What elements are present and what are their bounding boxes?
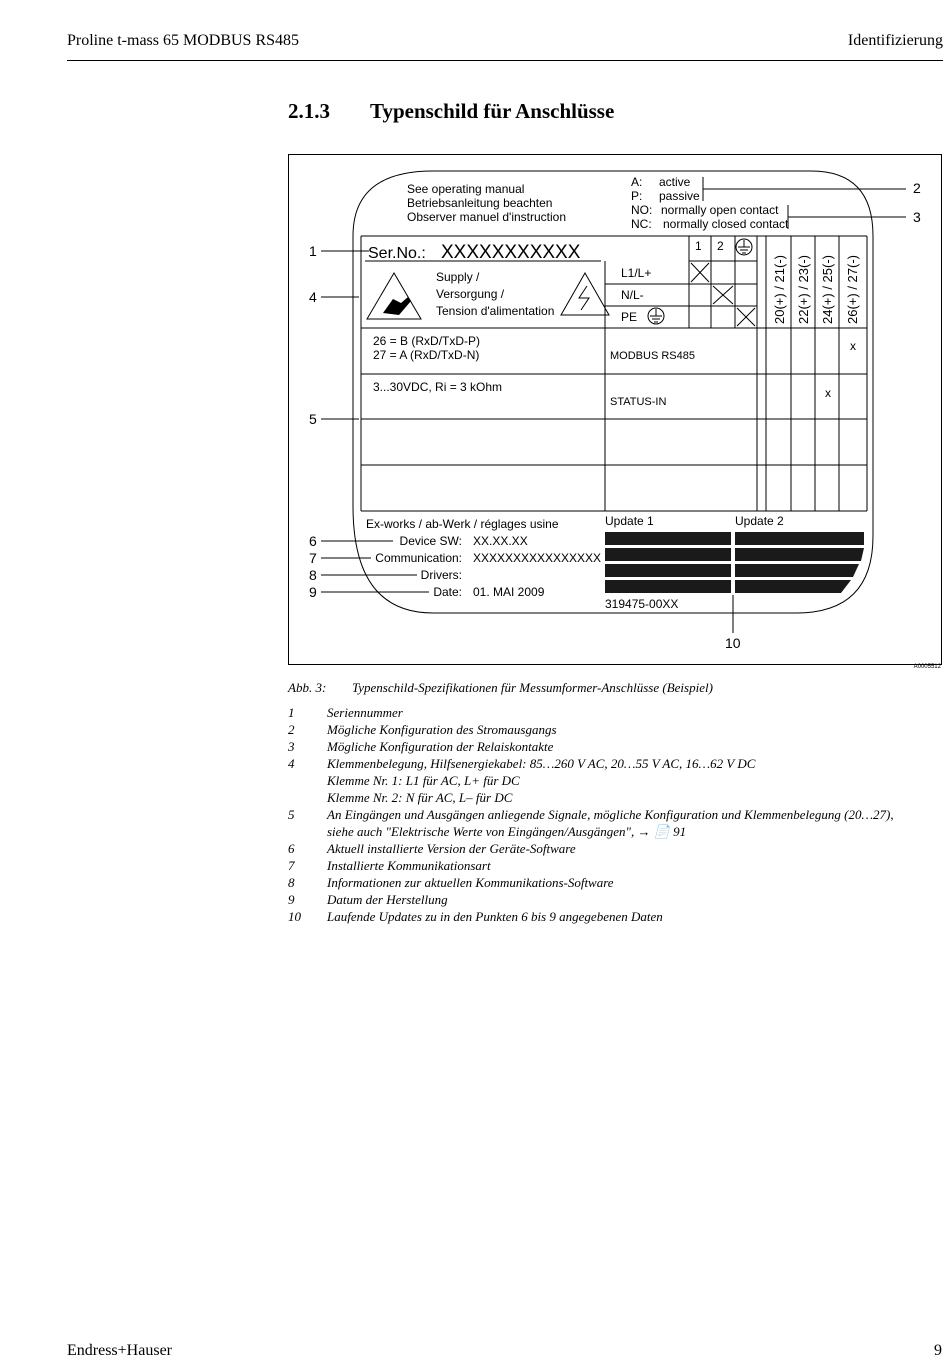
update-1-label: Update 1 — [605, 514, 654, 528]
serial-value: XXXXXXXXXXX — [441, 242, 581, 263]
row2-mid: STATUS-IN — [610, 396, 667, 408]
legend-text: Laufende Updates zu in den Punkten 6 bis 9 angegebenen Daten — [327, 909, 663, 924]
part-number: 319475-00XX — [605, 597, 679, 611]
term-pe: PE — [621, 310, 638, 324]
plate-note-1: See operating manual — [407, 182, 525, 196]
row1-left-2: 27 = A (RxD/TxD-N) — [373, 348, 480, 362]
legend-number: 5 — [288, 807, 295, 822]
legend-text: Seriennummer — [327, 705, 403, 720]
key-desc-nc: normally closed contact — [663, 217, 789, 231]
high-voltage-icon — [561, 273, 609, 315]
legend-text: Aktuell installierte Version der Geräte-Software — [327, 841, 576, 856]
term-col-1: 1 — [695, 239, 702, 253]
footer-brand: Endress+Hauser — [67, 1342, 172, 1359]
key-desc-p: passive — [659, 189, 700, 203]
field-value-device-sw: XX.XX.XX — [473, 534, 528, 548]
callout-4: 4 — [309, 289, 317, 305]
row2-left: 3...30VDC, Ri = 3 kOhm — [373, 380, 503, 394]
callout-7: 7 — [309, 550, 317, 566]
plate-note-2: Betriebsanleitung beachten — [407, 196, 553, 210]
supply-text-3: Tension d'alimentation — [436, 304, 555, 318]
legend-text: An Eingängen und Ausgängen anliegende Signale, mögliche Konfiguration und Klemmenbelegung (20…27), — [327, 807, 894, 822]
terminal-label-24-25: 24(+) / 25(-) — [820, 255, 835, 324]
legend-text: Mögliche Konfiguration des Stromausgangs — [327, 722, 557, 737]
terminal-label-20-21: 20(+) / 21(-) — [772, 255, 787, 324]
terminal-label-26-27: 26(+) / 27(-) — [845, 255, 860, 324]
figure-frame — [288, 154, 942, 665]
key-desc-no: normally open contact — [661, 203, 779, 217]
supply-text-1: Supply / — [436, 270, 480, 284]
caption-label: Abb. 3: — [288, 680, 327, 695]
row1-left-1: 26 = B (RxD/TxD-P) — [373, 334, 481, 348]
key-desc-a: active — [659, 175, 691, 189]
field-label-drivers: Drivers: — [420, 568, 462, 582]
legend-number: 3 — [288, 739, 295, 754]
callout-8: 8 — [309, 567, 317, 583]
field-label-device-sw: Device SW: — [399, 534, 462, 548]
legend-number: 1 — [288, 705, 295, 720]
legend-number: 6 — [288, 841, 295, 856]
callout-1: 1 — [309, 243, 317, 259]
legend-text: Klemmenbelegung, Hilfsenergiekabel: 85…260 V AC, 20…55 V AC, 16…62 V DC — [327, 756, 756, 771]
supply-text-2: Versorgung / — [436, 287, 505, 301]
nameplate-diagram — [289, 155, 941, 664]
legend-text: Datum der Herstellung — [327, 892, 448, 907]
key-code-a: A: — [631, 175, 643, 189]
exworks-label: Ex-works / ab-Werk / réglages usine — [366, 517, 559, 531]
section-number: 2.1.3 — [288, 99, 330, 123]
legend-text: Klemme Nr. 2: N für AC, L– für DC — [327, 790, 513, 805]
figure-id: A0005512 — [913, 664, 941, 670]
field-label-communication: Communication: — [375, 551, 462, 565]
row2-x-mark: x — [825, 386, 831, 400]
legend-text: Installierte Kommunikationsart — [327, 858, 491, 873]
callout-9: 9 — [309, 584, 317, 600]
term-n: N/L- — [621, 288, 644, 302]
callout-3: 3 — [913, 209, 921, 225]
row1-mid: MODBUS RS485 — [610, 350, 695, 362]
term-col-2: 2 — [717, 239, 724, 253]
callout-2: 2 — [913, 180, 921, 196]
callout-6: 6 — [309, 533, 317, 549]
terminal-label-22-23: 22(+) / 23(-) — [796, 255, 811, 324]
legend-text: Informationen zur aktuellen Kommunikations-Software — [327, 875, 614, 890]
header-rule — [67, 60, 943, 61]
plate-note-3: Observer manuel d'instruction — [407, 210, 567, 224]
legend-number: 4 — [288, 756, 295, 771]
legend-number: 2 — [288, 722, 295, 737]
term-l1: L1/L+ — [621, 266, 652, 280]
update-2-label: Update 2 — [735, 514, 784, 528]
caption-text: Typenschild-Spezifikationen für Messumformer-Anschlüsse (Beispiel) — [352, 680, 713, 695]
callout-10: 10 — [725, 635, 741, 651]
running-header-section: Identifizierung — [847, 32, 943, 49]
section-title: Typenschild für Anschlüsse — [370, 99, 615, 123]
row1-x-mark: x — [850, 339, 856, 353]
legend-number: 9 — [288, 892, 295, 907]
field-label-date: Date: — [433, 585, 462, 599]
key-code-nc: NC: — [631, 217, 652, 231]
callout-5: 5 — [309, 411, 317, 427]
legend-number: 8 — [288, 875, 295, 890]
legend-text: Klemme Nr. 1: L1 für AC, L+ für DC — [327, 773, 520, 788]
running-header-title: Proline t-mass 65 MODBUS RS485 — [67, 32, 300, 49]
field-value-communication: XXXXXXXXXXXXXXXX — [473, 551, 602, 565]
key-code-p: P: — [631, 189, 643, 203]
legend-text: Mögliche Konfiguration der Relaiskontakte — [327, 739, 554, 754]
serial-label: Ser.No.: — [368, 245, 426, 262]
legend-number: 7 — [288, 858, 295, 873]
field-value-date: 01. MAI 2009 — [473, 585, 545, 599]
legend-number: 10 — [288, 909, 301, 924]
key-code-no: NO: — [631, 203, 653, 217]
legend-text: siehe auch "Elektrische Werte von Eingängen/Ausgängen", → 📄 91 — [327, 824, 687, 839]
page-number: 9 — [934, 1342, 942, 1359]
